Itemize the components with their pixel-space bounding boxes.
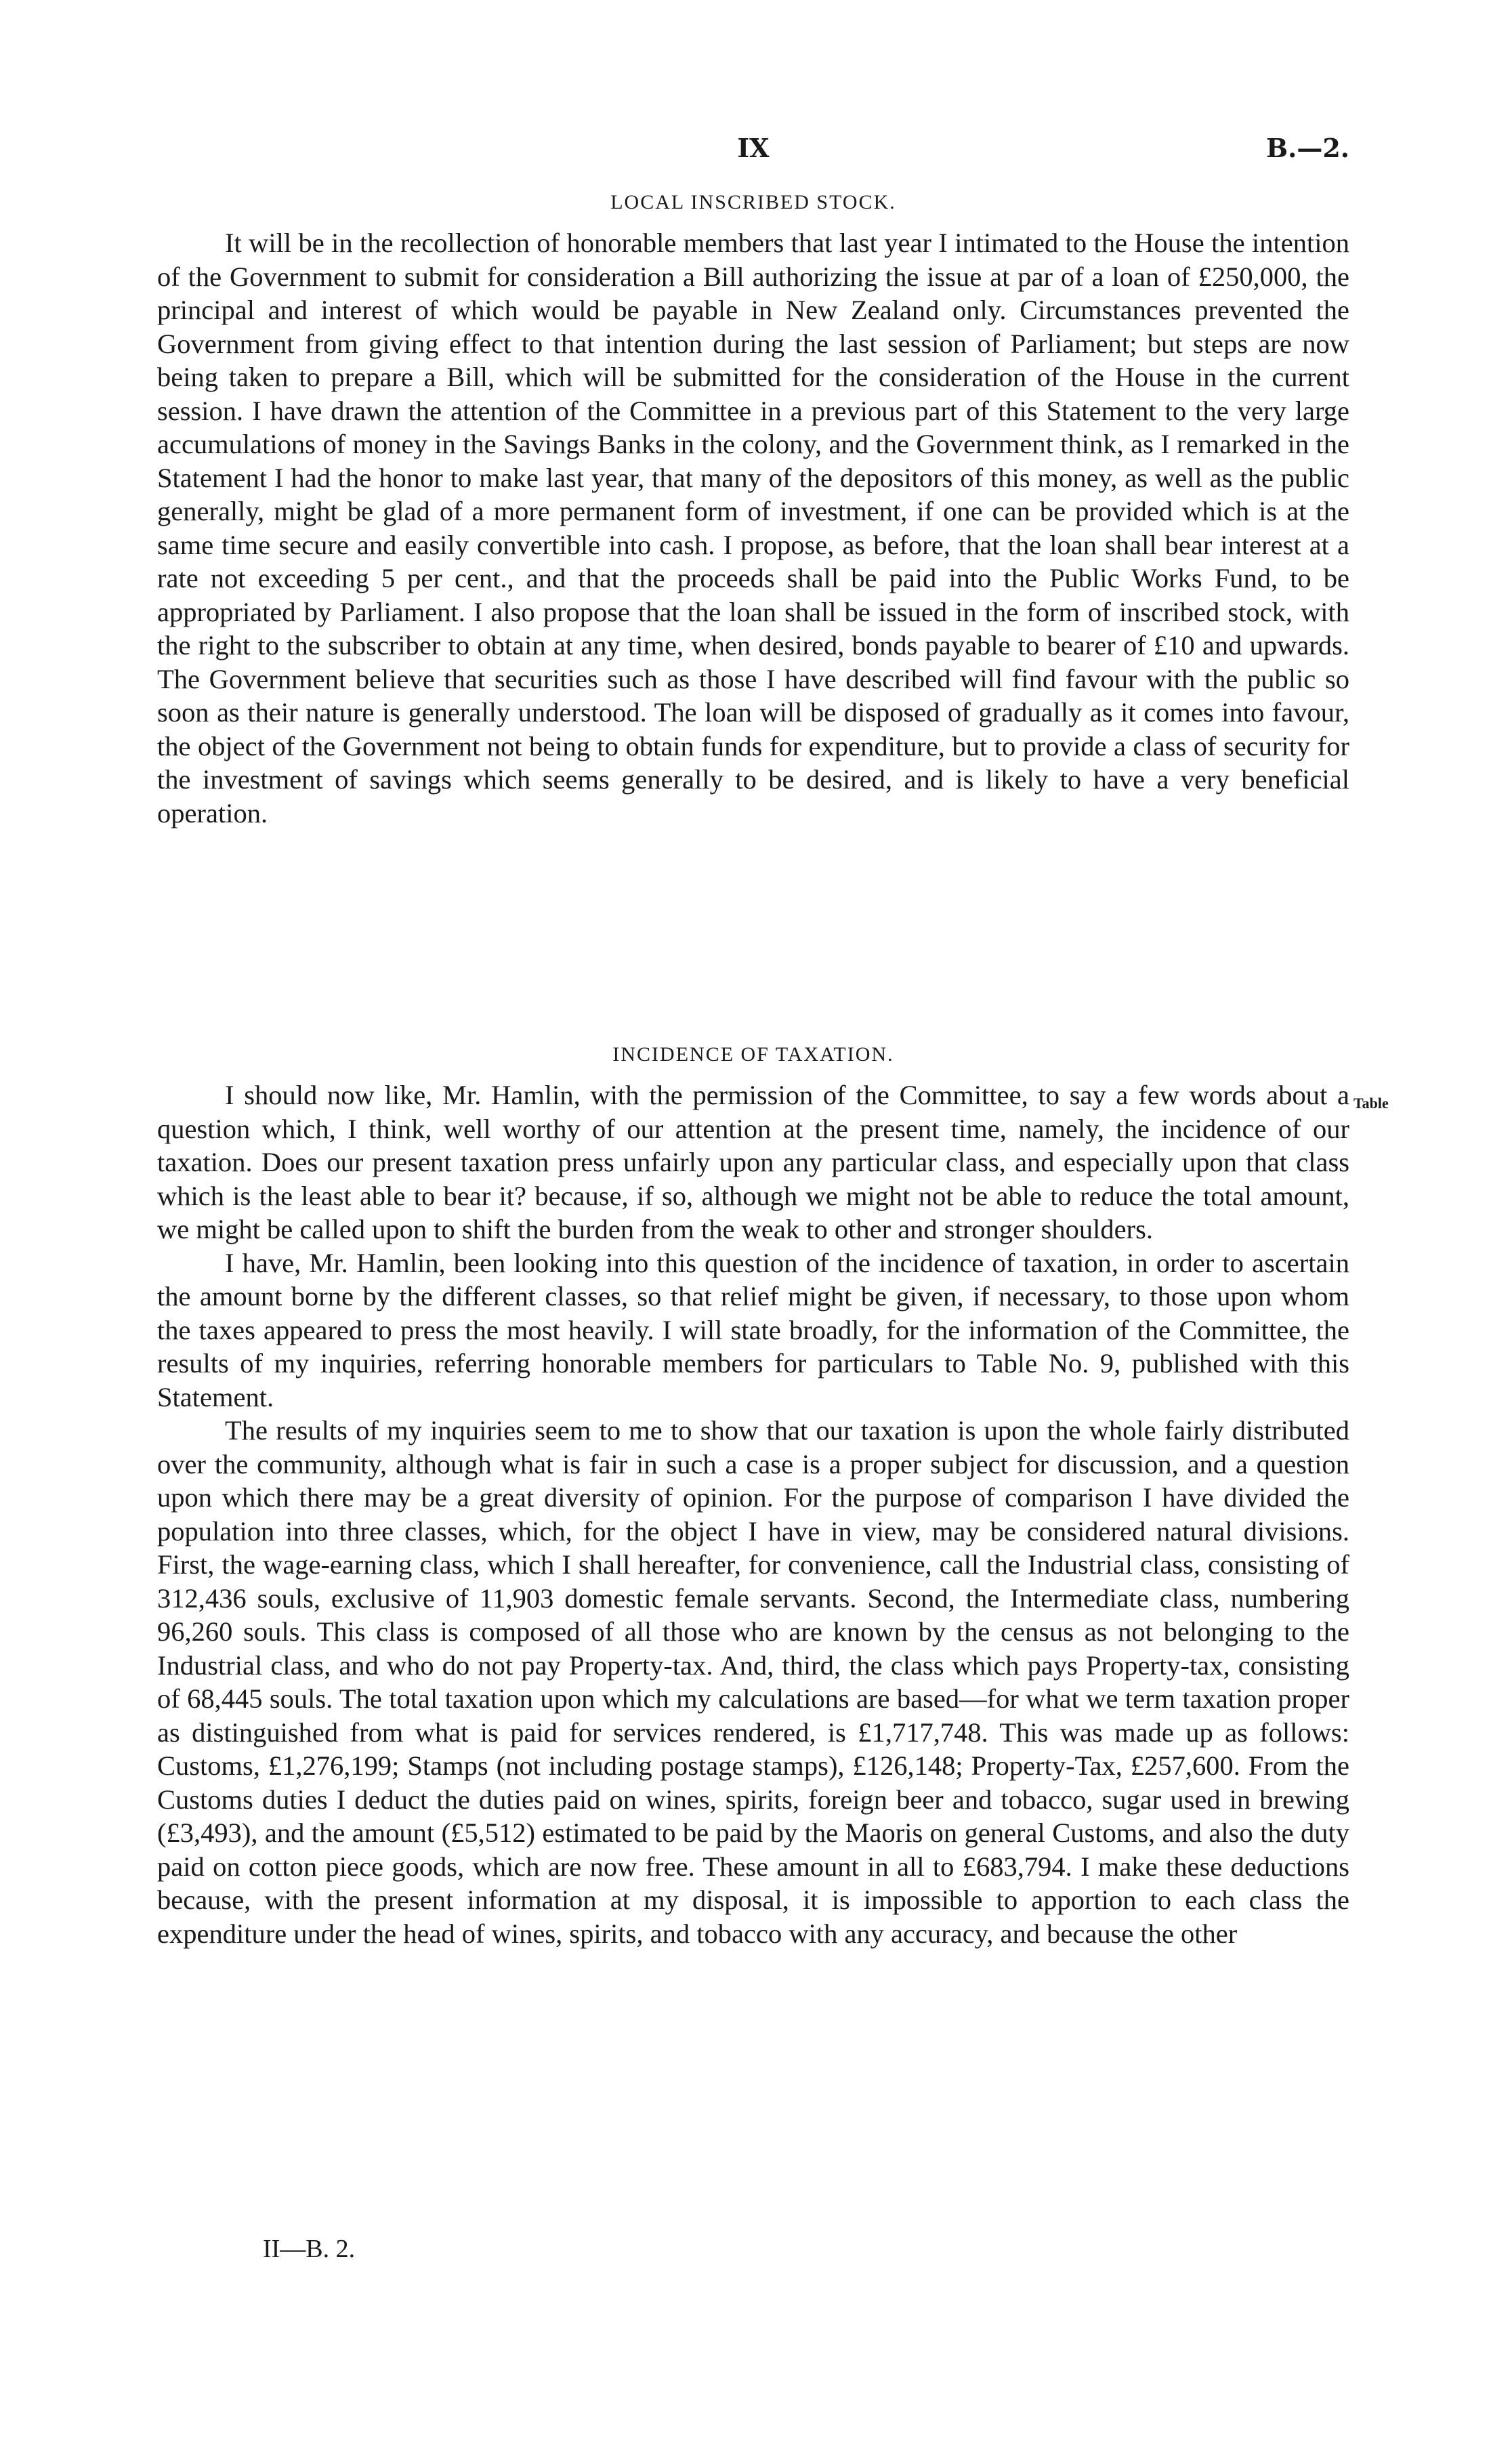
page-header — [157, 133, 1349, 167]
section-body-incidence-of-taxation — [157, 1078, 1349, 1950]
signature-mark: II—B. 2. — [263, 2235, 356, 2263]
section-heading-incidence-of-taxation: INCIDENCE OF TAXATION. — [612, 1043, 894, 1066]
paragraph: The results of my inquiries seem to me to show that our taxation is upon the whole fairly distributed over the community, although what is fair in such a case is a proper subject for discussion, and a question upon which there may be a great diversity of opinion. For the purpose of comparison I have divided the population into three classes, which, for the object I have in view, may be considered natural divisions. First, the wage-earning class, which I shall hereafter, for convenience, call the Industrial class, consisting of 312,436 souls, exclusive of 11,903 domestic female servants. Second, the Intermediate class, numbering 96,260 souls. This class is composed of all those who are known by the census as not belonging to the Industrial class, and who do not pay Property-tax. And, third, the class which pays Property-tax, consisting of 68,445 souls. The total taxation upon which my calculations are based—for what we term taxation proper as distinguished from what is paid for services rendered, is £1,717,748. This was made up as follows: Customs, £1,276,199; Stamps (not including postage stamps), £126,148; Property-Tax, £257,600. From the Customs duties I deduct the duties paid on wines, spirits, foreign beer and tobacco, sugar used in brewing (£3,493), and the amount (£5,512) estimated to be paid by the Maoris on general Customs, and also the duty paid on cotton piece goods, which are now free. These amount in all to £683,794. I make these deductions because, with the present information at my disposal, it is impossible to apportion to each class the expenditure under the head of wines, spirits, and tobacco with any accuracy, and because the other — [157, 1415, 1349, 1949]
section-heading-local-inscribed-stock: LOCAL INSCRIBED STOCK. — [610, 191, 896, 213]
margin-note: Table — [1353, 1095, 1389, 1112]
paragraph: I have, Mr. Hamlin, been looking into this question of the incidence of taxation, in order to ascertain the amount borne by the different classes, so that relief might be given, if necessary, to those upon whom the taxes appeared to press the most heavily. I will state broadly, for the information of the Committee, the results of my inquiries, referring honorable members for particulars to Table No. 9, published with this Statement. — [157, 1247, 1349, 1412]
section-body-local-inscribed-stock — [157, 226, 1349, 830]
document-reference: B.—2. — [1265, 133, 1349, 163]
paragraph: I should now like, Mr. Hamlin, with the permission of the Committee, to say a few words about a question which, I think, well worthy of our attention at the present time, namely, the incidence of our taxation. Does our present taxation press unfairly upon any particular class, and especially upon that class which is the least able to bear it? because, if so, although we might not be able to reduce the total amount, we might be called upon to shift the burden from the weak to other and stronger shoulders. — [157, 1080, 1349, 1244]
paragraph: It will be in the recollection of honorable members that last year I intimated to the House the intention of the Government to submit for consideration a Bill authorizing the issue at par of a loan of £250,000, the principal and interest of which would be payable in New Zealand only. Circumstances prevented the Government from giving effect to that intention during the last session of Parliament; but steps are now being taken to prepare a Bill, which will be submitted for the consideration of the House in the current session. I have drawn the attention of the Committee in a previous part of this Statement to the very large accumulations of money in the Savings Banks in the colony, and the Government think, as I remarked in the Statement I had the honor to make last year, that many of the depositors of this money, as well as the public generally, might be glad of a more permanent form of investment, if one can be provided which is at the same time secure and easily convertible into cash. I propose, as before, that the loan shall bear interest at a rate not exceeding 5 per cent., and that the proceeds shall be paid into the Public Works Fund, to be appropriated by Parliament. I also propose that the loan shall be issued in the form of inscribed stock, with the right to the subscriber to obtain at any time, when desired, bonds payable to bearer of £10 and upwards. The Government believe that securities such as those I have described will find favour with the public so soon as their nature is generally understood. The loan will be disposed of gradually as it comes into favour, the object of the Government not being to obtain funds for expenditure, but to provide a class of security for the investment of savings which seems generally to be desired, and is likely to have a very beneficial operation. — [157, 228, 1349, 828]
page-number: IX — [737, 133, 770, 163]
